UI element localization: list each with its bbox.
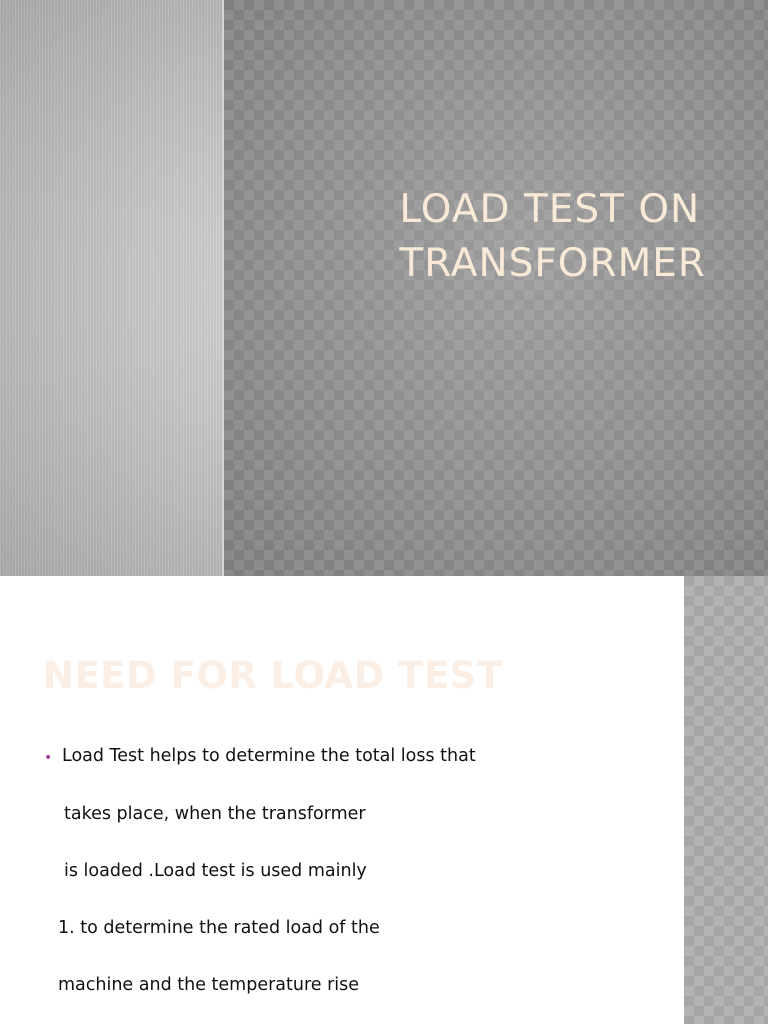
slide-heading: NEED FOR LOAD TEST — [43, 654, 503, 697]
slide-title — [399, 183, 706, 291]
slide-title-line-2: TRANSFORMER — [399, 241, 706, 286]
slide-title-line-1: LOAD TEST ON — [399, 187, 701, 232]
body-line-5: machine and the temperature rise — [58, 975, 360, 995]
body-line-3: is loaded .Load test is used mainly — [64, 861, 367, 881]
body-line-4: 1. to determine the rated load of the — [58, 918, 380, 938]
bullet-icon: • — [44, 750, 53, 766]
left-decorative-panel — [0, 0, 224, 576]
content-slide — [0, 576, 768, 1024]
body-line-2: takes place, when the transformer — [64, 804, 366, 824]
right-patterned-panel — [224, 0, 768, 576]
body-line-1: Load Test helps to determine the total loss that — [62, 746, 476, 766]
side-decorative-strip — [684, 576, 768, 1024]
